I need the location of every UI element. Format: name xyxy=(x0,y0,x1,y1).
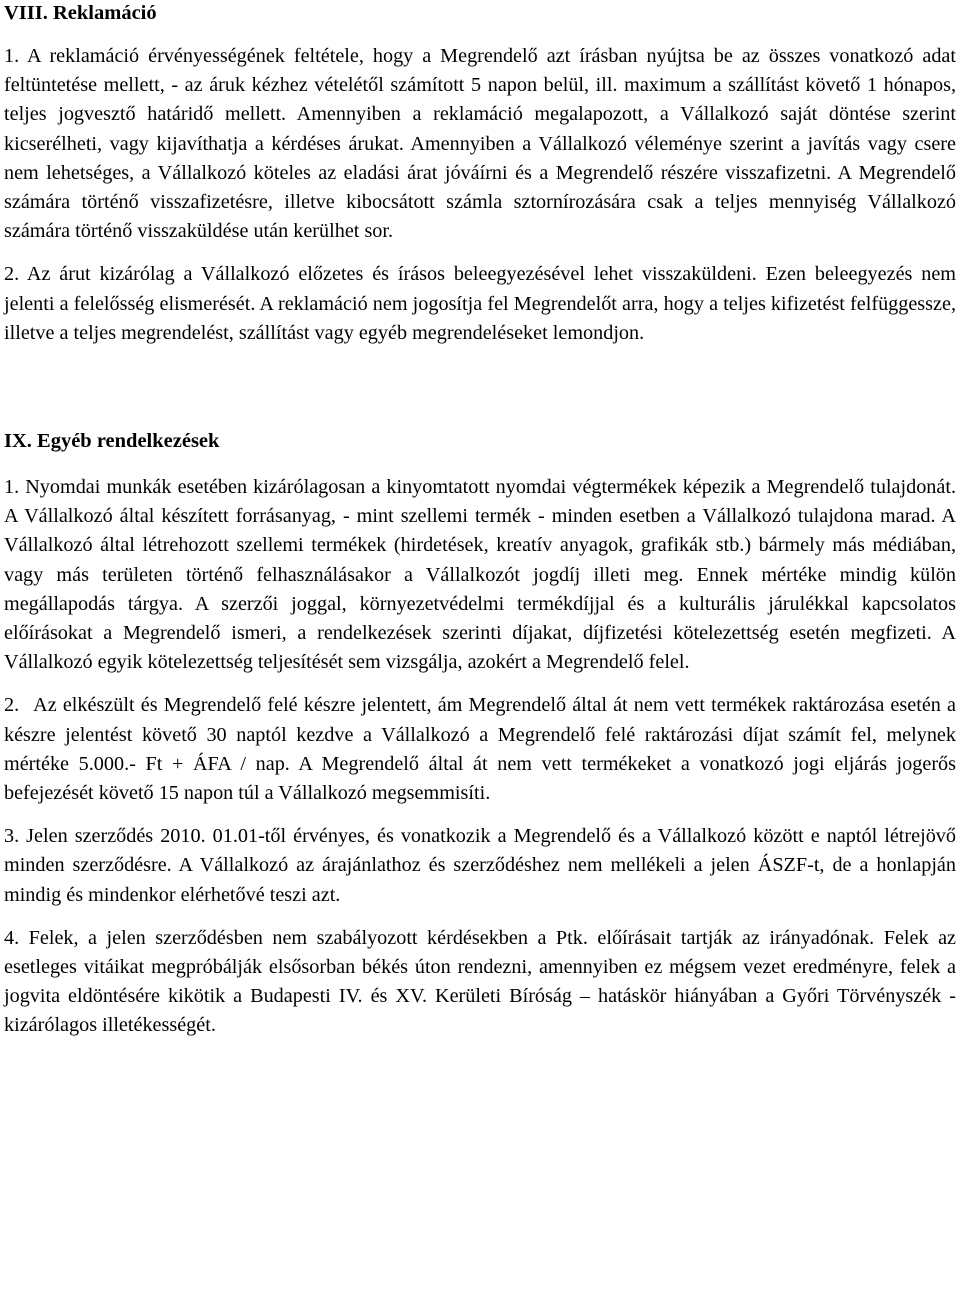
paragraph-egyeb-4: 4. Felek, a jelen szerződésben nem szabályozott kérdésekben a Ptk. előírásait tartják az irányadónak. Felek az esetleges vitáikat megpróbálják elsősorban békés úton rendezni, amennyiben ez mégsem vezet eredményre, felek a jogvita eldöntésére kikötik a Budapesti IV. és XV. Kerületi Bíróság – hatáskör hiányában a Győri Törvényszék - kizárólagos illetékességét. xyxy=(4,926,956,1037)
paragraph-text: Az elkészült és Megrendelő felé készre jelentett, ám Megrendelő által át nem vett termékek raktározása esetén a készre jelentést követő 30 naptól kezdve a Vállalkozó a Megrendelő felé raktározási díjat számít fel, melynek mértéke 5.000.- Ft + ÁFA / nap. A Megrendelő által át nem vett termékeket a vonatkozó jogi eljárás jogerős befejezését követő 15 napon túl a Vállalkozó megsemmisíti. xyxy=(4,694,956,805)
paragraph-reklamacio-1: 1. A reklamáció érvényességének feltétele, hogy a Megrendelő azt írásban nyújtsa be az összes vonatkozó adat feltüntetése mellett, - az áruk kézhez vételétől számított 5 napon belül, ill. maximum a szállítást követő 1 hónapos, teljes jogvesztő határidő mellett. Amennyiben a reklamáció megalapozott, a Vállalkozó saját döntése szerint kicserélheti, vagy kijavíthatja a kérdéses árukat. Amennyiben a Vállalkozó véleménye szerint a javítás vagy csere nem lehetséges, a Vállalkozó köteles az eladási árat jóváírni és a Megrendelő részére visszafizetni. A Megrendelő számára történő visszafizetésre, illetve kibocsátott számla sztornírozására csak a teljes mennyiség Vállalkozó számára történő visszaküldése után kerülhet sor. xyxy=(4,45,956,243)
document-page xyxy=(4,0,956,1041)
paragraph-egyeb-2 xyxy=(4,691,956,808)
section-heading-egyeb-rendelkezesek: IX. Egyéb rendelkezések xyxy=(4,430,220,453)
paragraph-egyeb-3: 3. Jelen szerződés 2010. 01.01-től érvényes, és vonatkozik a Megrendelő és a Vállalkozó között e naptól létrejövő minden szerződésre. A Vállalkozó az árajánlathoz és szerződéshez nem mellékeli a jelen ÁSZF-t, de a honlapján mindig és mindenkor elérhetővé teszi azt. xyxy=(4,825,956,906)
paragraph-reklamacio-2: 2. Az árut kizárólag a Vállalkozó előzetes és írásos beleegyezésével lehet visszaküldeni. Ezen beleegyezés nem jelenti a felelősség elismerését. A reklamáció nem jogosítja fel Megrendelőt arra, hogy a teljes kifizetést felfüggessze, illetve a teljes megrendelést, szállítást vagy egyéb megrendeléseket lemondjon. xyxy=(4,263,956,344)
section-heading-reklamacio: VIII. Reklamáció xyxy=(4,2,157,24)
paragraph-number: 2. xyxy=(4,694,20,717)
paragraph-egyeb-1: 1. Nyomdai munkák esetében kizárólagosan a kinyomtatott nyomdai végtermékek képezik a Megrendelő tulajdonát. A Vállalkozó által készített forrásanyag, - mint szellemi termék - minden esetben a Vállalkozó tulajdona marad. A Vállalkozó által létrehozott szellemi termékek (hirdetések, kreatív anyagok, grafikák stb.) bármely más médiában, vagy más területen történő felhasználásakor a Vállalkozót jogdíj illeti meg. Ennek mértéke mindig külön megállapodás tárgya. A szerzői joggal, környezetvédelmi termékdíjjal és a kulturális járulékkal kapcsolatos előírásokat a Megrendelő ismeri, a rendelkezések szerinti díjakat, díjfizetési kötelezettség esetén megfizeti. A Vállalkozó egyik kötelezettség teljesítését sem vizsgálja, azokért a Megrendelő felel. xyxy=(4,476,956,674)
